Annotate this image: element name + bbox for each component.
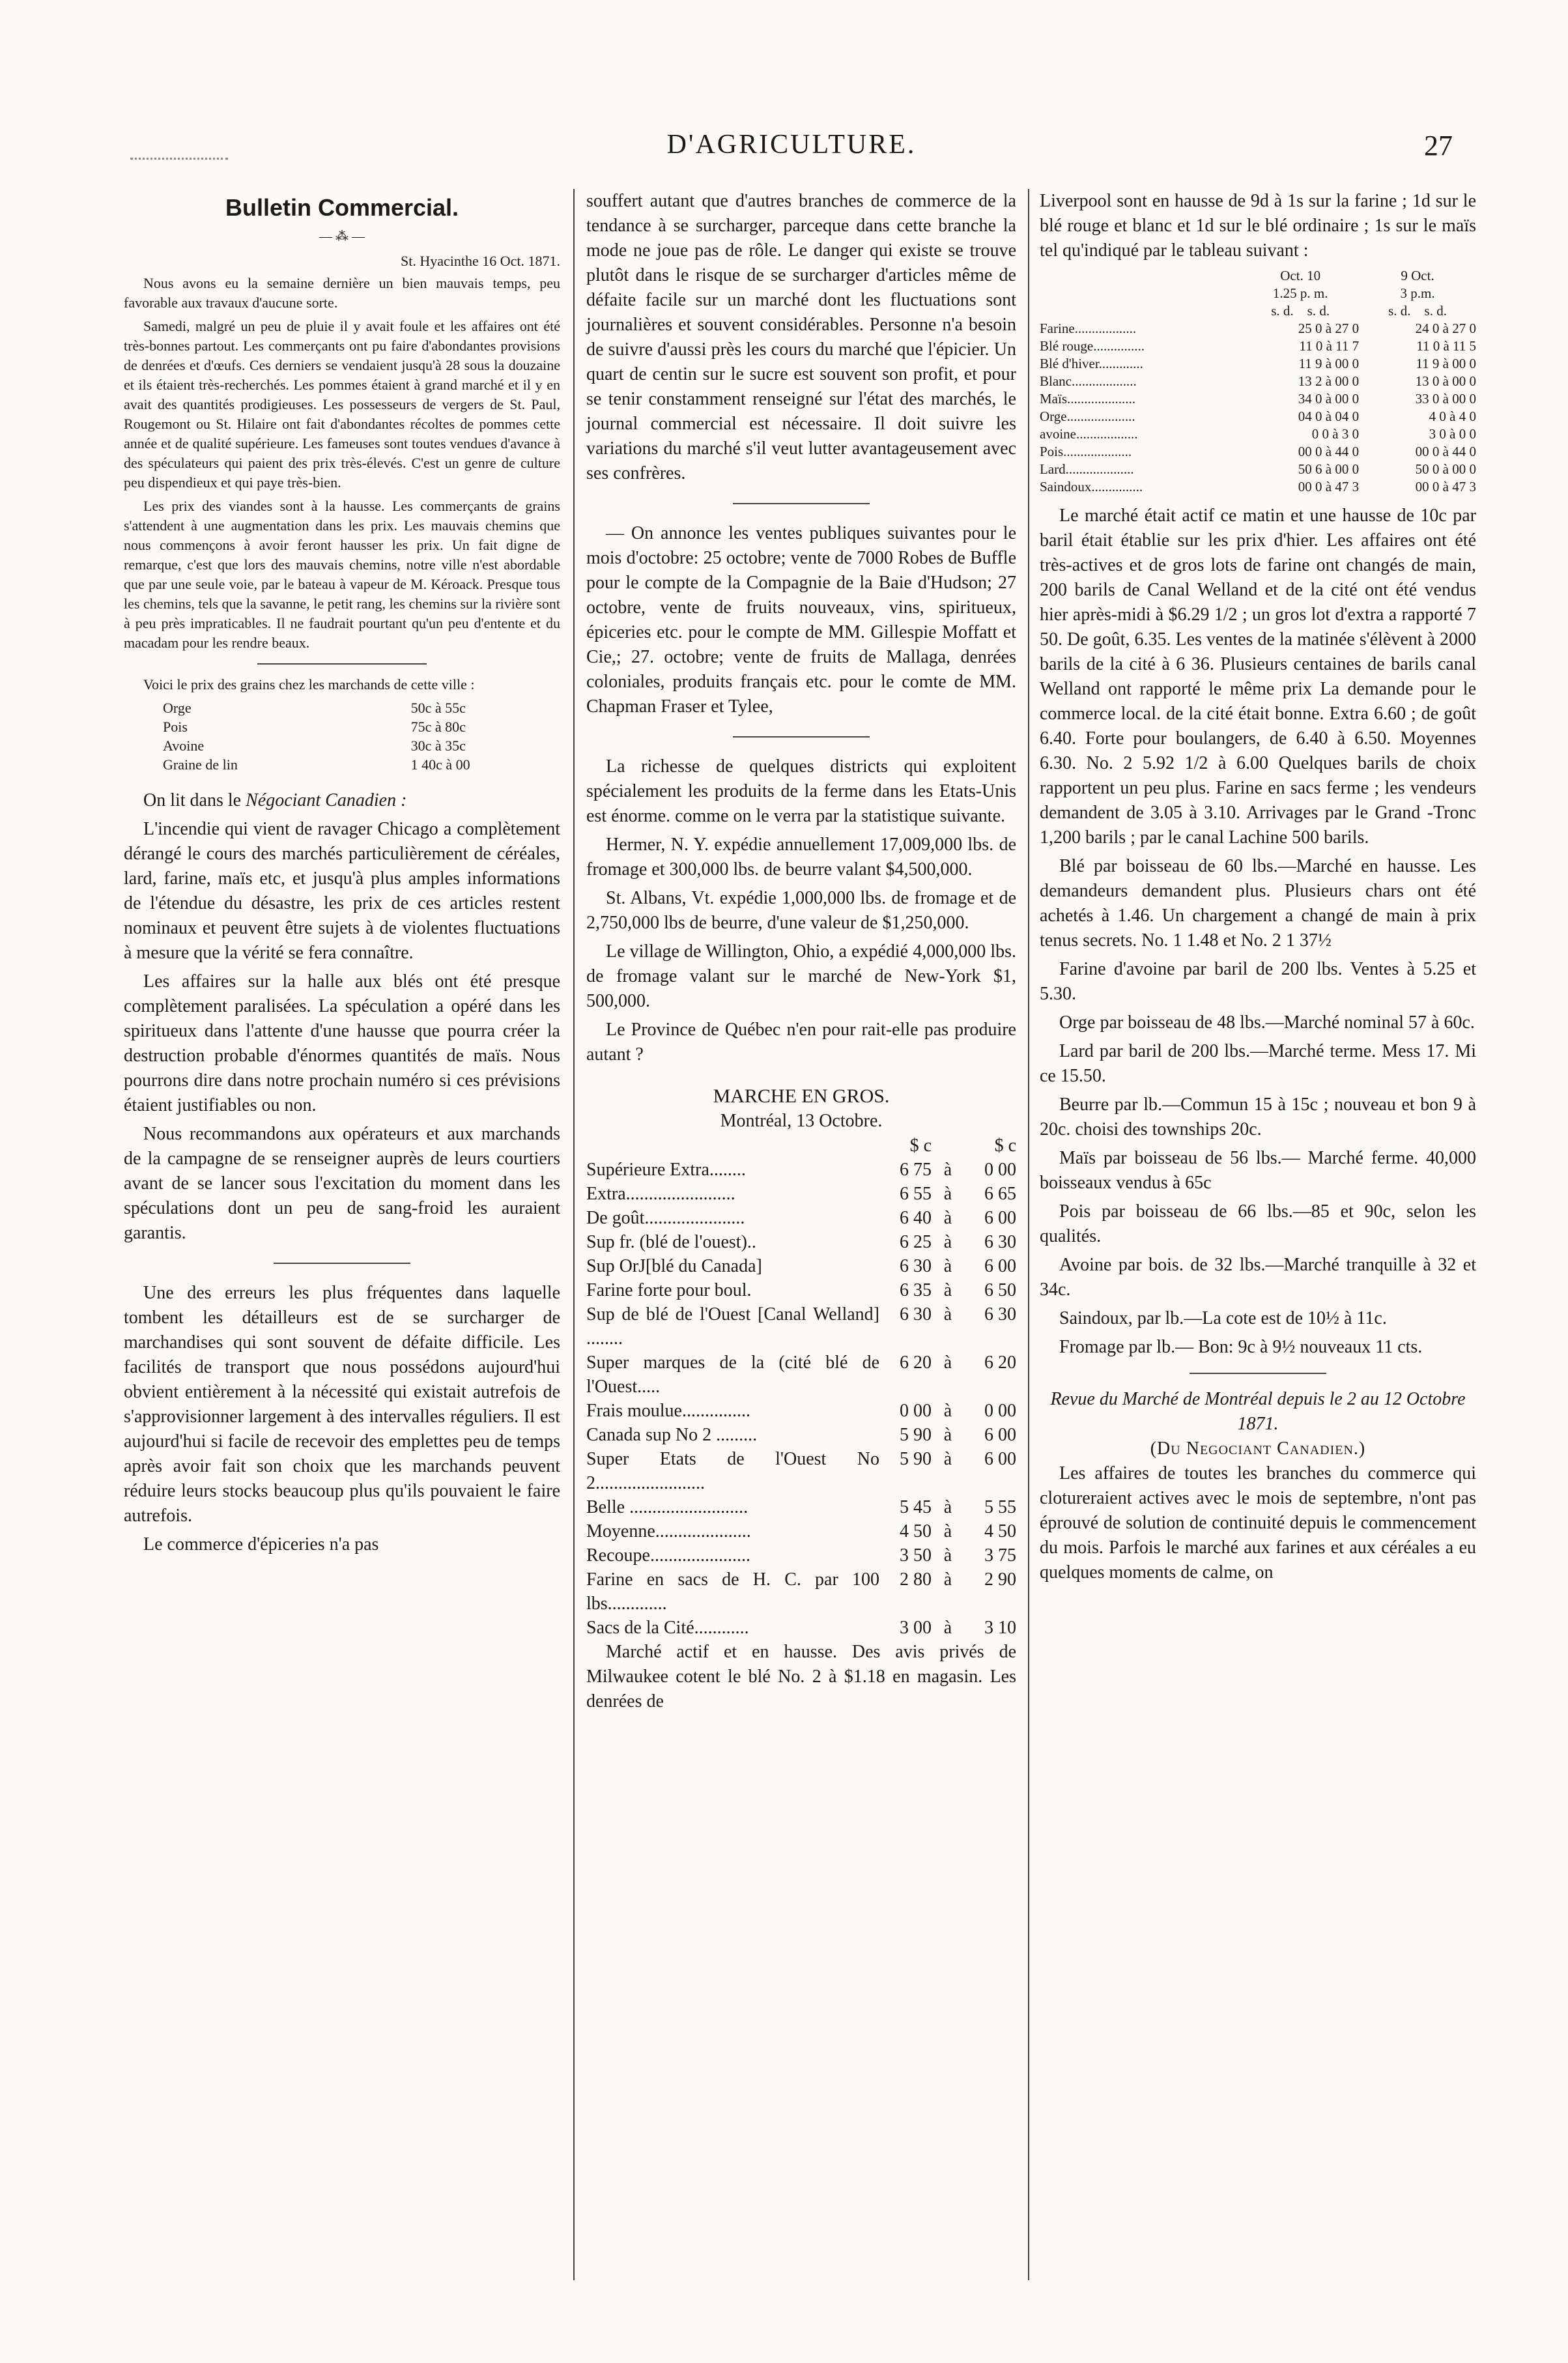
grain-item: Pois <box>163 719 188 735</box>
paragraph: Les prix des viandes sont à la hausse. Les commerçants de grains s'attendent à une augmentation dans les prix. Les mauvais chemins que nous commençons à avoir feront hausser les prix. Un fait digne de remarque, c'est que lors des mauvais chemins, notre ville n'est abordable que par une seule voie, par le bateau à vapeur de M. Kéroack. Presque tous les chemins, tels que la savanne, le petit rang, les chemins sur la rivière sont à peu près impraticables. Il ne faudrait pourtant qu'un peu d'entente et du macadam pour les rendre beaux. <box>124 498 560 651</box>
row-label: Super Etats de l'Ouest No 2........................ <box>586 1449 879 1493</box>
paragraph: Liverpool sont en hausse de 9d à 1s sur la farine ; 1d sur le blé rouge et blanc et 1d sur le blé ordinaire ; 1s sur le maïs tel qu'indiqué par le tableau suivant : <box>1040 191 1476 261</box>
row-label: Sup de blé de l'Ouest [Canal Welland] ........ <box>586 1304 879 1349</box>
paragraph: St. Albans, Vt. expédie 1,000,000 lbs. de fromage et de 2,750,000 lbs de beurre, d'une valeur de $1,250,000. <box>586 888 1016 933</box>
column-header: 1.25 p. m. <box>1272 285 1328 301</box>
price-oct9: 33 0 à 00 0 <box>1415 391 1476 407</box>
unit-label: s. d. <box>1271 303 1294 319</box>
table-row <box>586 1519 1016 1543</box>
column-header: Oct. 10 <box>1280 268 1321 283</box>
low-price: 6 40 <box>900 1208 932 1228</box>
table-row <box>1040 443 1476 461</box>
price-oct9: 24 0 à 27 0 <box>1415 321 1476 336</box>
grain-price: 30c à 35c <box>410 738 466 754</box>
price-oct9: 00 0 à 47 3 <box>1415 479 1476 494</box>
grain-price: 1 40c à 00 <box>410 756 470 773</box>
range-word: à <box>943 1256 952 1276</box>
gros-date: Montréal, 13 Octobre. <box>720 1111 883 1131</box>
row-label: Blé rouge............... <box>1040 338 1145 354</box>
table-row <box>586 1495 1016 1519</box>
range-word: à <box>943 1184 952 1204</box>
section-rule <box>257 663 427 665</box>
paragraph: La richesse de quelques districts qui exploitent spécialement les produits de la ferme dans les Etats-Unis est énorme. comme on le verra par la statistique suivante. <box>586 756 1016 826</box>
table-row <box>586 1254 1016 1278</box>
paragraph: Le village de Willington, Ohio, a expédié 4,000,000 lbs. de fromage valant sur le marché de New-York $1, 500,000. <box>586 941 1016 1011</box>
paragraph: Blé par boisseau de 60 lbs.—Marché en hausse. Les demandeurs demandent plus. Plusieurs chars ont été achetés à 1.46. Un chargement a changé de main à prix tenus secrets. No. 1 1.48 et No. 2 1 37½ <box>1040 856 1476 951</box>
row-label: Sacs de la Cité............ <box>586 1618 749 1638</box>
section-rule <box>733 503 870 504</box>
range-word: à <box>943 1545 952 1566</box>
high-price: 6 00 <box>984 1449 1016 1469</box>
row-label: avoine.................. <box>1040 426 1138 442</box>
table-row <box>586 1278 1016 1302</box>
price-oct9: 4 0 à 4 0 <box>1429 408 1476 424</box>
row-label: Sup fr. (blé de l'ouest).. <box>586 1232 756 1252</box>
high-price: 6 30 <box>984 1304 1016 1325</box>
table-header-row <box>1040 285 1476 302</box>
table-row <box>586 1182 1016 1206</box>
table-row <box>586 1302 1016 1351</box>
range-word: à <box>943 1232 952 1252</box>
high-price: 6 00 <box>984 1425 1016 1445</box>
paragraph: Le marché était actif ce matin et une hausse de 10c par baril était établie sur les prix d'hier. Les affaires ont été très-actives et de gros lots de farine ont changés de main, 200 barils de Canal Welland et de la cité ont été vendus hier après-midi à $6.29 1/2 ; un gros lot d'extra a rapporté 7 50. De goût, 6.35. Les ventes de la matinée s'élèvent à 2000 barils de la cité à 6 36. Plusieurs centaines de barils canal Welland ont rapporté le même prix La demande pour le commerce local. de la cité était bonne. Extra 6.60 ; de goût 6.40. Forte pour boulangers, de 6.40 à 6.50. Moyennes 6.30. No. 2 5.92 1/2 à 6.00 Quelques barils de choix rapportent un peu plus. Farine en sacs ferme ; les vendeurs demandent de 3.05 à 3.10. Arrivages par le Grand -Tronc 1,200 barils ; par le canal Lachine 500 barils. <box>1040 506 1476 848</box>
range-word: à <box>943 1208 952 1228</box>
row-label: Maïs.................... <box>1040 391 1135 407</box>
paragraph: Maïs par boisseau de 56 lbs.— Marché ferme. 40,000 boisseaux vendus à 65c <box>1040 1148 1476 1193</box>
table-row <box>586 1568 1016 1616</box>
page-header <box>130 129 1453 168</box>
table-row <box>1040 337 1476 355</box>
negociant-intro <box>124 788 560 813</box>
column-1 <box>124 189 560 1561</box>
paragraph: Farine d'avoine par baril de 200 lbs. Ventes à 5.25 et 5.30. <box>1040 959 1476 1004</box>
table-row <box>124 736 560 755</box>
paragraph: Les affaires de toutes les branches du commerce qui clotureraient actives avec le mois de septembre, n'ont pas éprouvé de solution de continuité depuis le commencement du mois. Parfois le marché aux farines et aux céréales a eu quelques moments de calme, on <box>1040 1463 1476 1582</box>
low-price: 5 90 <box>900 1425 932 1445</box>
high-price: 5 55 <box>984 1497 1016 1517</box>
unit-label: s. d. <box>1388 303 1411 319</box>
row-label: Belle .......................... <box>586 1497 748 1517</box>
row-label: Supérieure Extra........ <box>586 1160 746 1180</box>
table-row <box>1040 355 1476 373</box>
column-header: $ c <box>994 1136 1016 1156</box>
paragraph: Le commerce d'épiceries n'a pas <box>143 1534 379 1554</box>
price-oct9: 00 0 à 44 0 <box>1415 444 1476 459</box>
range-word: à <box>943 1401 952 1421</box>
column-header: $ c <box>909 1136 932 1156</box>
liverpool-table <box>1040 267 1476 496</box>
grain-price: 75c à 80c <box>410 719 466 735</box>
paragraph: Nous avons eu la semaine dernière un bien mauvais temps, peu favorable aux travaux d'aucune sorte. <box>124 275 560 311</box>
grain-price: 50c à 55c <box>410 700 466 716</box>
row-label: Pois.................... <box>1040 444 1132 459</box>
price-oct10: 11 9 à 00 0 <box>1298 356 1360 371</box>
range-word: à <box>943 1569 952 1590</box>
unit-label: s. d. <box>1424 303 1447 319</box>
range-word: à <box>943 1160 952 1180</box>
table-row <box>1040 461 1476 478</box>
low-price: 6 55 <box>900 1184 932 1204</box>
section-rule <box>1190 1373 1326 1374</box>
grains-price-table <box>124 698 560 774</box>
high-price: 3 10 <box>984 1618 1016 1638</box>
row-label: De goût...................... <box>586 1208 745 1228</box>
high-price: 6 00 <box>984 1256 1016 1276</box>
paragraph: Hermer, N. Y. expédie annuellement 17,009,000 lbs. de fromage et 300,000 lbs. de beurre valant $4,500,000. <box>586 835 1016 880</box>
running-title: D'AGRICULTURE. <box>666 130 917 160</box>
table-row <box>1040 373 1476 390</box>
units-header <box>1359 302 1476 320</box>
low-price: 6 35 <box>900 1280 932 1300</box>
low-price: 6 25 <box>900 1232 932 1252</box>
paragraph: Samedi, malgré un peu de pluie il y avait foule et les affaires ont été très-bonnes partout. Les commerçants ont pu faire d'abondantes provisions de denrées et d'œufs. Ces derniers se vendaient jusqu'à 28 sous la douzaine et ils étaient très-recherchés. Les pommes étaient à grand marché et il y en avait des quantités prodigieuses. Les possesseurs de vergers de St. Paul, Rougemont ou St. Hilaire ont fait d'abondantes récoltes de pommes cette année et de qualité supérieure. Les fameuses sont toutes vendues d'avance à des spéculateurs qui paient des prix très-élevés. C'est un genre de culture peu dispendieux et qui paye très-bien. <box>124 318 560 491</box>
paragraph: Saindoux, par lb.—La cote est de 10½ à 11c. <box>1059 1308 1387 1328</box>
low-price: 5 90 <box>900 1449 932 1469</box>
column-divider <box>573 189 575 2280</box>
table-header-row <box>1040 267 1476 285</box>
high-price: 6 00 <box>984 1208 1016 1228</box>
revue-source: (Du Negociant Canadien.) <box>1150 1439 1366 1459</box>
row-label: Lard.................... <box>1040 461 1134 477</box>
dateline: St. Hyacinthe 16 Oct. 1871. <box>400 253 560 269</box>
column-header: 9 Oct. <box>1401 268 1434 283</box>
low-price: 6 30 <box>900 1256 932 1276</box>
grain-item: Avoine <box>163 738 205 754</box>
column-header: 3 p.m. <box>1400 285 1435 301</box>
high-price: 6 65 <box>984 1184 1016 1204</box>
paragraph: Nous recommandons aux opérateurs et aux marchands de la campagne de se renseigner auprès de leurs courtiers avant de se lancer sous l'excitation du moment dans les spéculations dont un peu de sang-froid les auraient garantis. <box>124 1124 560 1243</box>
row-label: Recoupe...................... <box>586 1545 750 1566</box>
high-price: 6 20 <box>984 1353 1016 1373</box>
table-row <box>586 1423 1016 1447</box>
paragraph: Les affaires sur la halle aux blés ont été presque complètement paralisées. La spéculation a opéré dans les spiritueux dans l'attente d'une hausse que pourra créer la destruction probable d'énormes quantités de maïs. Nous pourrons dire dans notre prochain numéro si ces prévisions étaient justifiables ou non. <box>124 971 560 1115</box>
price-oct10: 25 0 à 27 0 <box>1298 321 1360 336</box>
high-price: 2 90 <box>984 1569 1016 1590</box>
table-row <box>1040 320 1476 337</box>
grain-item: Graine de lin <box>163 756 238 773</box>
range-word: à <box>943 1425 952 1445</box>
price-oct10: 34 0 à 00 0 <box>1298 391 1360 407</box>
gros-title: MARCHE EN GROS. <box>713 1085 890 1107</box>
table-row <box>586 1543 1016 1568</box>
section-rule <box>733 736 870 738</box>
paragraph: souffert autant que d'autres branches de commerce de la tendance à se surcharger, parceque dans cette branche la mode ne joue pas de rôle. Le danger qui existe se trouve plutôt dans le risque de se surcharger d'articles même de défaite facile sur un marché dont les fluctuations sont journalières et souvent considérables. Personne n'a besoin de suivre d'aussi près les cours du marché que l'épicier. Un quart de centin sur le sucre est souvent son profit, et pour se tenir constamment renseigné sur l'état des marchés, le journal commercial est nécessaire. Il doit suivre les variations du marché s'il veut lutter avantageusement avec ses confrères. <box>586 191 1016 483</box>
table-row <box>586 1230 1016 1254</box>
range-word: à <box>943 1304 952 1325</box>
table-row <box>1040 425 1476 443</box>
row-label: Farine en sacs de H. C. par 100 lbs............. <box>586 1569 879 1614</box>
row-label: Saindoux............... <box>1040 479 1143 494</box>
ornament-divider: — ⁂ — <box>319 229 365 244</box>
low-price: 3 00 <box>900 1618 932 1638</box>
low-price: 3 50 <box>900 1545 932 1566</box>
negociant-title: Négociant Canadien : <box>246 790 407 810</box>
low-price: 5 45 <box>900 1497 932 1517</box>
high-price: 6 30 <box>984 1232 1016 1252</box>
range-word: à <box>943 1280 952 1300</box>
high-price: 6 50 <box>984 1280 1016 1300</box>
low-price: 6 30 <box>900 1304 932 1325</box>
price-oct10: 11 0 à 11 7 <box>1299 338 1360 354</box>
table-row <box>586 1616 1016 1640</box>
price-oct10: 00 0 à 47 3 <box>1298 479 1360 494</box>
row-label: Moyenne..................... <box>586 1521 751 1541</box>
price-oct9: 50 0 à 00 0 <box>1415 461 1476 477</box>
paragraph: Beurre par lb.—Commun 15 à 15c ; nouveau et bon 9 à 20c. choisi des townships 20c. <box>1040 1095 1476 1139</box>
section-rule <box>274 1263 410 1264</box>
paragraph: Le Province de Québec n'en pour rait-elle pas produire autant ? <box>586 1020 1016 1065</box>
table-row <box>124 698 560 717</box>
price-oct9: 11 0 à 11 5 <box>1416 338 1476 354</box>
price-oct10: 0 0 à 3 0 <box>1311 426 1360 442</box>
paragraph: Une des erreurs les plus fréquentes dans laquelle tombent les détailleurs est de se surcharger de marchandises qui sont souvent de défaite difficile. Les facilités de transport que nous possédons aujourd'hui obvient entièrement à la nécessité qui existait autrefois de s'approvisionner largement à des intervalles réguliers. Il est aujourd'hui si facile de recevoir des emplettes peu de temps après avoir fait son choix que les marchands peuvent réduire leurs stocks beaucoup plus qu'ils pouvaient le faire autrefois. <box>124 1283 560 1526</box>
column-divider <box>1028 189 1029 2280</box>
table-header-row <box>1040 302 1476 320</box>
row-label: Blanc................... <box>1040 373 1137 389</box>
price-oct9: 3 0 à 0 0 <box>1429 426 1476 442</box>
high-price: 4 50 <box>984 1521 1016 1541</box>
row-label: Orge.................... <box>1040 408 1135 424</box>
table-row <box>586 1351 1016 1399</box>
price-oct9: 13 0 à 00 0 <box>1415 373 1476 389</box>
ventes-notice: — On annonce les ventes publiques suivantes pour le mois d'octobre: 25 octobre; vente de 7000 Robes de Buffle pour le compte de la Compagnie de la Baie d'Hudson; 27 octobre, vente de fruits nouveaux, vins, spiritueux, épiceries etc. pour le compte de MM. Gillespie Moffatt et Cie,; 27. octobre; vente de fruits de Mallaga, denrées coloniales, produits français etc. pour le comte de MM. Chapman Fraser et Tylee, <box>586 523 1016 717</box>
low-price: 0 00 <box>900 1401 932 1421</box>
table-row <box>124 755 560 774</box>
row-label: Canada sup No 2 ......... <box>586 1425 758 1445</box>
price-oct9: 11 9 à 00 0 <box>1416 356 1476 371</box>
high-price: 3 75 <box>984 1545 1016 1566</box>
low-price: 6 20 <box>900 1353 932 1373</box>
high-price: 0 00 <box>984 1401 1016 1421</box>
price-oct10: 00 0 à 44 0 <box>1298 444 1360 459</box>
revue-title: Revue du Marché de Montréal depuis le 2 au 12 Octobre 1871. <box>1050 1389 1466 1434</box>
table-row <box>586 1206 1016 1230</box>
table-row <box>1040 408 1476 425</box>
paragraph: Avoine par bois. de 32 lbs.—Marché tranquille à 32 et 34c. <box>1040 1255 1476 1300</box>
price-oct10: 13 2 à 00 0 <box>1298 373 1360 389</box>
table-row <box>586 1447 1016 1495</box>
paragraph: L'incendie qui vient de ravager Chicago a complètement dérangé le cours des marchés particulièrement de céréales, lard, farine, maïs etc, et jusqu'à plus amples informations de l'étendue du désastre, les prix de ces articles restent nominaux et peuvent être sujets à de violentes fluctuations à mesure que la vérité se fera connaître. <box>124 819 560 963</box>
table-row <box>586 1158 1016 1182</box>
table-row <box>1040 390 1476 408</box>
grain-item: Orge <box>163 700 192 716</box>
price-oct10: 50 6 à 00 0 <box>1298 461 1360 477</box>
units-header <box>1242 302 1359 320</box>
column-2 <box>586 189 1016 1718</box>
unit-label: s. d. <box>1307 303 1330 319</box>
table-row <box>586 1399 1016 1423</box>
row-label: Farine.................. <box>1040 321 1137 336</box>
low-price: 4 50 <box>900 1521 932 1541</box>
row-label: Extra........................ <box>586 1184 735 1204</box>
row-label: Frais moulue............... <box>586 1401 750 1421</box>
paragraph: Lard par baril de 200 lbs.—Marché terme. Mess 17. Mi ce 15.50. <box>1040 1041 1476 1086</box>
range-word: à <box>943 1521 952 1541</box>
row-label: Super marques de la (cité blé de l'Ouest..... <box>586 1353 879 1397</box>
page-number: 27 <box>1424 130 1453 162</box>
range-word: à <box>943 1353 952 1373</box>
row-label: Blé d'hiver............. <box>1040 356 1143 371</box>
low-price: 6 75 <box>900 1160 932 1180</box>
paragraph: Marché actif et en hausse. Des avis privés de Milwaukee cotent le blé No. 2 à $1.18 en magasin. Les denrées de <box>586 1642 1016 1711</box>
column-3 <box>1040 189 1476 1589</box>
range-word: à <box>943 1497 952 1517</box>
negociant-lead: On lit dans le <box>143 790 246 810</box>
paragraph: Orge par boisseau de 48 lbs.—Marché nominal 57 à 60c. <box>1059 1012 1475 1033</box>
grains-intro: Voici le prix des grains chez les marchands de cette ville : <box>143 676 475 693</box>
range-word: à <box>943 1449 952 1469</box>
row-label: Sup OrJ[blé du Canada] <box>586 1256 762 1276</box>
high-price: 0 00 <box>984 1160 1016 1180</box>
price-oct10: 04 0 à 04 0 <box>1298 408 1360 424</box>
low-price: 2 80 <box>900 1569 932 1590</box>
paragraph: Pois par boisseau de 66 lbs.—85 et 90c, selon les qualités. <box>1040 1201 1476 1246</box>
bulletin-masthead: Bulletin Commercial. <box>225 194 459 221</box>
paragraph: Fromage par lb.— Bon: 9c à 9½ nouveaux 11 cts. <box>1059 1337 1423 1357</box>
wholesale-table <box>586 1134 1016 1640</box>
range-word: à <box>943 1618 952 1638</box>
table-row <box>1040 478 1476 496</box>
table-row <box>124 717 560 736</box>
row-label: Farine forte pour boul. <box>586 1280 752 1300</box>
table-header-row <box>586 1134 1016 1158</box>
